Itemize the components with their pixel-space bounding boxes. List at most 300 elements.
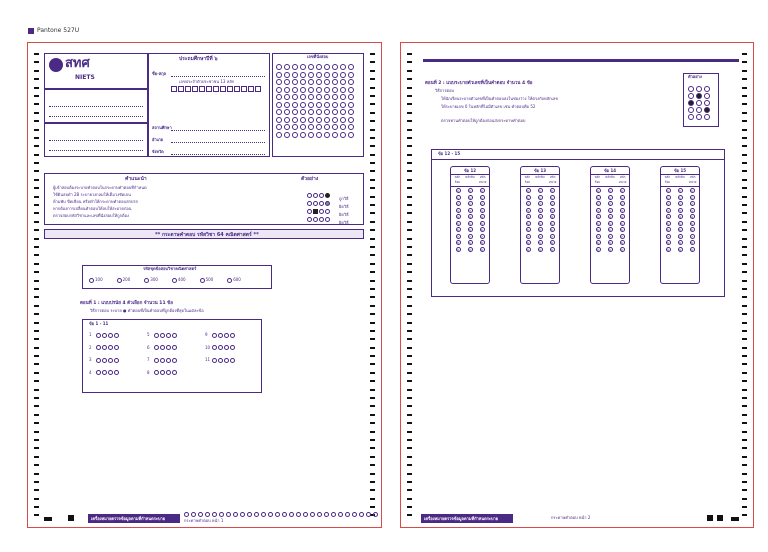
digit-bubble[interactable]: 1 — [667, 195, 669, 200]
digit-bubble[interactable]: 6 — [481, 228, 483, 232]
digit-bubble[interactable]: 3 — [539, 208, 541, 213]
seat-bubble[interactable] — [324, 64, 330, 70]
digit-bubble[interactable]: 0 — [457, 189, 459, 193]
digit-bubble[interactable]: 1 — [609, 195, 611, 200]
digit-bubble[interactable]: 4 — [679, 215, 681, 219]
question-row[interactable] — [147, 370, 205, 376]
seat-bubble[interactable] — [340, 102, 346, 108]
digit-bubble[interactable]: 1 — [621, 195, 623, 200]
digit-bubble[interactable]: 1 — [481, 195, 483, 200]
seat-bubble[interactable] — [276, 87, 282, 93]
footer-bubble[interactable] — [233, 512, 238, 517]
digit-bubble[interactable]: 9 — [551, 247, 553, 252]
footer-bubble[interactable] — [198, 512, 203, 517]
digit-bubble[interactable]: 3 — [527, 208, 529, 213]
digit-bubble[interactable]: 3 — [597, 208, 599, 213]
seat-bubble[interactable] — [300, 124, 306, 130]
seat-bubble[interactable] — [300, 109, 306, 115]
form-code-option[interactable] — [117, 277, 131, 283]
seat-bubble[interactable] — [308, 117, 314, 123]
digit-bubble[interactable]: 6 — [691, 228, 693, 232]
seat-bubble[interactable] — [292, 109, 298, 115]
seat-bubble[interactable] — [292, 132, 298, 138]
digit-column[interactable] — [468, 188, 473, 252]
seat-bubble[interactable] — [276, 72, 282, 78]
digit-bubble[interactable]: 4 — [481, 215, 483, 219]
choice-bubble[interactable] — [172, 345, 177, 350]
digit-bubble[interactable]: 5 — [609, 221, 611, 226]
choice-bubble[interactable] — [114, 370, 119, 375]
choice-bubble[interactable] — [212, 345, 217, 350]
form-code-option[interactable] — [89, 277, 103, 283]
digit-bubble[interactable]: 4 — [621, 215, 623, 219]
part1-questions[interactable] — [89, 332, 263, 375]
id-digit-box[interactable] — [220, 86, 226, 92]
digit-bubble[interactable]: 7 — [457, 234, 459, 239]
form-code-bubble[interactable] — [172, 278, 177, 283]
digit-bubble[interactable]: 7 — [551, 234, 553, 239]
seat-bubble[interactable] — [324, 87, 330, 93]
seat-bubble[interactable] — [284, 132, 290, 138]
digit-column[interactable] — [550, 188, 555, 252]
seat-bubble[interactable] — [316, 109, 322, 115]
numeric-column[interactable] — [520, 166, 560, 284]
choice-bubble[interactable] — [224, 333, 229, 338]
digit-bubble[interactable]: 7 — [539, 234, 541, 239]
digit-bubble[interactable]: 3 — [481, 208, 483, 213]
id-digit-box[interactable] — [199, 86, 205, 92]
seat-bubble[interactable] — [284, 94, 290, 100]
question-row[interactable] — [89, 357, 147, 363]
digit-bubble[interactable]: 4 — [539, 215, 541, 219]
form-code-bubble[interactable] — [200, 278, 205, 283]
seat-bubble[interactable] — [316, 124, 322, 130]
footer-bubble[interactable] — [331, 512, 336, 517]
digit-column[interactable] — [690, 188, 695, 252]
numeric-column[interactable] — [660, 166, 700, 284]
digit-bubble[interactable]: 9 — [621, 247, 623, 252]
seat-bubble[interactable] — [340, 79, 346, 85]
seat-bubble[interactable] — [332, 79, 338, 85]
choice-bubble[interactable] — [114, 333, 119, 338]
seat-bubble[interactable] — [300, 117, 306, 123]
form-code-bubble[interactable] — [227, 278, 232, 283]
choice-bubble[interactable] — [108, 345, 113, 350]
digit-bubble[interactable]: 8 — [539, 241, 541, 245]
digit-bubble[interactable]: 5 — [667, 221, 669, 226]
digit-bubble[interactable]: 7 — [621, 234, 623, 239]
footer-bubble[interactable] — [352, 512, 357, 517]
choice-bubble[interactable] — [96, 345, 101, 350]
digit-bubble[interactable]: 8 — [527, 241, 529, 245]
seat-bubble[interactable] — [332, 94, 338, 100]
seat-bubble[interactable] — [308, 109, 314, 115]
digit-bubble[interactable]: 0 — [597, 189, 599, 193]
digit-bubble[interactable]: 4 — [691, 215, 693, 219]
choice-bubble[interactable] — [154, 358, 159, 363]
seat-bubble[interactable] — [316, 72, 322, 78]
digit-columns[interactable] — [451, 187, 489, 253]
seat-bubble[interactable] — [276, 79, 282, 85]
form-code-option[interactable] — [227, 277, 241, 283]
seat-bubble[interactable] — [332, 132, 338, 138]
choice-bubble[interactable] — [102, 345, 107, 350]
choice-bubble[interactable] — [212, 333, 217, 338]
digit-bubble[interactable]: 8 — [469, 241, 471, 245]
name-line[interactable] — [171, 76, 265, 77]
seat-bubble[interactable] — [284, 87, 290, 93]
digit-columns[interactable] — [521, 187, 559, 253]
footer-bubble[interactable] — [261, 512, 266, 517]
digit-bubble[interactable]: 5 — [679, 221, 681, 226]
question-row[interactable] — [147, 357, 205, 363]
choice-bubble[interactable] — [160, 333, 165, 338]
footer-bubble[interactable] — [184, 512, 189, 517]
digit-bubble[interactable]: 4 — [527, 215, 529, 219]
digit-bubble[interactable]: 5 — [527, 221, 529, 226]
digit-column[interactable] — [596, 188, 601, 252]
form-code-options[interactable] — [89, 277, 241, 283]
digit-bubble[interactable]: 8 — [457, 241, 459, 245]
choice-bubble[interactable] — [114, 358, 119, 363]
digit-bubble[interactable]: 6 — [469, 228, 471, 232]
choice-bubble[interactable] — [96, 358, 101, 363]
digit-bubble[interactable]: 7 — [597, 234, 599, 239]
digit-bubble[interactable]: 2 — [481, 202, 483, 206]
footer-bubble[interactable] — [275, 512, 280, 517]
digit-bubble[interactable]: 9 — [527, 247, 529, 252]
choice-bubble[interactable] — [154, 345, 159, 350]
digit-bubble[interactable]: 9 — [609, 247, 611, 252]
seat-bubble[interactable] — [308, 87, 314, 93]
digit-bubble[interactable]: 1 — [597, 195, 599, 200]
seat-bubble[interactable] — [284, 64, 290, 70]
district-line[interactable] — [171, 142, 265, 143]
digit-bubble[interactable]: 0 — [679, 189, 681, 193]
footer-bubble[interactable] — [212, 512, 217, 517]
digit-bubble[interactable]: 3 — [679, 208, 681, 213]
digit-bubble[interactable]: 0 — [551, 189, 553, 193]
digit-bubble[interactable]: 6 — [527, 228, 529, 232]
footer-bubble[interactable] — [366, 512, 371, 517]
digit-bubble[interactable]: 5 — [539, 221, 541, 226]
seat-bubble[interactable] — [300, 79, 306, 85]
seat-bubble[interactable] — [276, 94, 282, 100]
digit-bubble[interactable]: 4 — [469, 215, 471, 219]
digit-bubble[interactable]: 7 — [481, 234, 483, 239]
footer-bubble[interactable] — [359, 512, 364, 517]
digit-bubble[interactable]: 2 — [597, 202, 599, 206]
seat-number-bubbles[interactable] — [276, 64, 355, 138]
choice-bubble[interactable] — [218, 333, 223, 338]
choice-bubble[interactable] — [166, 370, 171, 375]
seat-bubble[interactable] — [308, 102, 314, 108]
seat-bubble[interactable] — [284, 109, 290, 115]
choice-bubble[interactable] — [108, 333, 113, 338]
seat-bubble[interactable] — [348, 132, 354, 138]
digit-bubble[interactable]: 1 — [539, 195, 541, 200]
footer-bubble[interactable] — [240, 512, 245, 517]
seat-bubble[interactable] — [292, 87, 298, 93]
province-line[interactable] — [171, 154, 265, 155]
seat-bubble[interactable] — [300, 87, 306, 93]
seat-bubble[interactable] — [316, 87, 322, 93]
digit-bubble[interactable]: 4 — [551, 215, 553, 219]
digit-bubble[interactable]: 1 — [691, 195, 693, 200]
seat-bubble[interactable] — [276, 102, 282, 108]
choice-bubble[interactable] — [160, 370, 165, 375]
footer-bubble[interactable] — [324, 512, 329, 517]
footer-bubble[interactable] — [310, 512, 315, 517]
digit-bubble[interactable]: 3 — [609, 208, 611, 213]
seat-bubble[interactable] — [276, 117, 282, 123]
digit-bubble[interactable]: 2 — [551, 202, 553, 206]
digit-bubble[interactable]: 0 — [621, 189, 623, 193]
digit-bubble[interactable]: 9 — [691, 247, 693, 252]
digit-bubble[interactable]: 2 — [609, 202, 611, 206]
seat-bubble[interactable] — [324, 79, 330, 85]
digit-bubble[interactable]: 5 — [457, 221, 459, 226]
choice-bubble[interactable] — [172, 358, 177, 363]
digit-bubble[interactable]: 1 — [469, 195, 471, 200]
id-digit-box[interactable] — [248, 86, 254, 92]
id-digit-box[interactable] — [241, 86, 247, 92]
digit-column[interactable] — [538, 188, 543, 252]
footer-bubble[interactable] — [191, 512, 196, 517]
seat-bubble[interactable] — [300, 94, 306, 100]
form-code-option[interactable] — [172, 277, 186, 283]
seat-bubble[interactable] — [348, 79, 354, 85]
form-code-bubble[interactable] — [89, 278, 94, 283]
digit-bubble[interactable]: 8 — [597, 241, 599, 245]
seat-bubble[interactable] — [340, 124, 346, 130]
seat-bubble[interactable] — [316, 64, 322, 70]
seat-bubble[interactable] — [340, 94, 346, 100]
digit-bubble[interactable]: 2 — [691, 202, 693, 206]
seat-bubble[interactable] — [348, 124, 354, 130]
digit-bubble[interactable]: 4 — [457, 215, 459, 219]
footer-bubble[interactable] — [226, 512, 231, 517]
choice-bubble[interactable] — [212, 358, 217, 363]
digit-bubble[interactable]: 0 — [527, 189, 529, 193]
seat-bubble[interactable] — [348, 87, 354, 93]
id-digit-box[interactable] — [227, 86, 233, 92]
seat-bubble[interactable] — [308, 79, 314, 85]
digit-bubble[interactable]: 9 — [457, 247, 459, 252]
choice-bubble[interactable] — [166, 333, 171, 338]
digit-bubble[interactable]: 5 — [621, 221, 623, 226]
form-code-option[interactable] — [200, 277, 214, 283]
seat-bubble[interactable] — [292, 102, 298, 108]
choice-bubble[interactable] — [102, 333, 107, 338]
footer-bubble[interactable] — [289, 512, 294, 517]
digit-bubble[interactable]: 8 — [621, 241, 623, 245]
choice-bubble[interactable] — [224, 358, 229, 363]
seat-bubble[interactable] — [284, 79, 290, 85]
seat-bubble[interactable] — [332, 72, 338, 78]
digit-bubble[interactable]: 8 — [679, 241, 681, 245]
seat-bubble[interactable] — [292, 117, 298, 123]
id-digit-box[interactable] — [192, 86, 198, 92]
seat-bubble[interactable] — [348, 109, 354, 115]
seat-bubble[interactable] — [284, 102, 290, 108]
seat-bubble[interactable] — [348, 117, 354, 123]
digit-bubble[interactable]: 0 — [539, 189, 541, 193]
digit-bubble[interactable]: 4 — [667, 215, 669, 219]
seat-bubble[interactable] — [340, 87, 346, 93]
digit-bubble[interactable]: 8 — [667, 241, 669, 245]
choice-bubble[interactable] — [218, 358, 223, 363]
footer-bubble[interactable] — [345, 512, 350, 517]
id-digit-box[interactable] — [178, 86, 184, 92]
seat-bubble[interactable] — [292, 79, 298, 85]
choice-bubble[interactable] — [160, 345, 165, 350]
digit-bubble[interactable]: 2 — [621, 202, 623, 206]
digit-bubble[interactable]: 6 — [609, 228, 611, 232]
seat-bubble[interactable] — [340, 109, 346, 115]
digit-bubble[interactable]: 6 — [679, 228, 681, 232]
seat-bubble[interactable] — [324, 109, 330, 115]
digit-column[interactable] — [620, 188, 625, 252]
seat-bubble[interactable] — [308, 124, 314, 130]
seat-bubble[interactable] — [300, 72, 306, 78]
seat-bubble[interactable] — [332, 109, 338, 115]
question-row[interactable] — [205, 332, 263, 338]
digit-bubble[interactable]: 3 — [551, 208, 553, 213]
seat-bubble[interactable] — [332, 64, 338, 70]
digit-bubble[interactable]: 0 — [667, 189, 669, 193]
digit-bubble[interactable]: 2 — [667, 202, 669, 206]
id-digit-box[interactable] — [255, 86, 261, 92]
digit-bubble[interactable]: 7 — [667, 234, 669, 239]
footer-bubbles[interactable] — [184, 512, 379, 517]
question-row[interactable] — [89, 332, 147, 338]
digit-bubble[interactable]: 3 — [457, 208, 459, 213]
digit-columns[interactable] — [661, 187, 699, 253]
digit-bubble[interactable]: 5 — [597, 221, 599, 226]
question-row[interactable] — [147, 332, 205, 338]
seat-bubble[interactable] — [276, 132, 282, 138]
question-row[interactable] — [205, 357, 263, 363]
digit-column[interactable] — [526, 188, 531, 252]
seat-bubble[interactable] — [348, 72, 354, 78]
digit-bubble[interactable]: 0 — [609, 189, 611, 193]
id-card-boxes[interactable] — [171, 86, 261, 92]
footer-bubble[interactable] — [247, 512, 252, 517]
footer-bubble[interactable] — [282, 512, 287, 517]
digit-bubble[interactable]: 8 — [609, 241, 611, 245]
digit-bubble[interactable]: 0 — [691, 189, 693, 193]
seat-bubble[interactable] — [340, 132, 346, 138]
choice-bubble[interactable] — [154, 370, 159, 375]
id-digit-box[interactable] — [206, 86, 212, 92]
digit-bubble[interactable]: 6 — [551, 228, 553, 232]
numeric-column[interactable] — [450, 166, 490, 284]
footer-bubble[interactable] — [268, 512, 273, 517]
digit-columns[interactable] — [591, 187, 629, 253]
seat-bubble[interactable] — [340, 117, 346, 123]
school-line[interactable] — [171, 130, 265, 131]
seat-bubble[interactable] — [324, 124, 330, 130]
footer-bubble[interactable] — [205, 512, 210, 517]
seat-bubble[interactable] — [284, 124, 290, 130]
digit-bubble[interactable]: 2 — [469, 202, 471, 206]
seat-bubble[interactable] — [332, 124, 338, 130]
seat-bubble[interactable] — [276, 64, 282, 70]
seat-bubble[interactable] — [324, 102, 330, 108]
choice-bubble[interactable] — [102, 358, 107, 363]
id-digit-box[interactable] — [234, 86, 240, 92]
seat-bubble[interactable] — [324, 117, 330, 123]
digit-bubble[interactable]: 1 — [527, 195, 529, 200]
seat-bubble[interactable] — [316, 79, 322, 85]
digit-bubble[interactable]: 0 — [481, 189, 483, 193]
seat-bubble[interactable] — [300, 102, 306, 108]
digit-bubble[interactable]: 7 — [527, 234, 529, 239]
digit-bubble[interactable]: 2 — [679, 202, 681, 206]
choice-bubble[interactable] — [218, 345, 223, 350]
digit-bubble[interactable]: 5 — [481, 221, 483, 226]
digit-column[interactable] — [480, 188, 485, 252]
seat-bubble[interactable] — [300, 132, 306, 138]
id-digit-box[interactable] — [171, 86, 177, 92]
footer-bubble[interactable] — [373, 512, 378, 517]
seat-bubble[interactable] — [308, 72, 314, 78]
digit-bubble[interactable]: 9 — [481, 247, 483, 252]
numeric-column[interactable] — [590, 166, 630, 284]
seat-bubble[interactable] — [340, 72, 346, 78]
digit-bubble[interactable]: 8 — [481, 241, 483, 245]
seat-bubble[interactable] — [316, 102, 322, 108]
digit-bubble[interactable]: 2 — [539, 202, 541, 206]
digit-bubble[interactable]: 6 — [621, 228, 623, 232]
seat-bubble[interactable] — [276, 124, 282, 130]
digit-bubble[interactable]: 1 — [457, 195, 459, 200]
digit-bubble[interactable]: 2 — [527, 202, 529, 206]
seat-bubble[interactable] — [332, 117, 338, 123]
seat-bubble[interactable] — [284, 117, 290, 123]
question-row[interactable] — [147, 345, 205, 351]
digit-bubble[interactable]: 9 — [469, 247, 471, 252]
footer-bubble[interactable] — [254, 512, 259, 517]
seat-bubble[interactable] — [316, 117, 322, 123]
digit-bubble[interactable]: 9 — [667, 247, 669, 252]
seat-bubble[interactable] — [324, 132, 330, 138]
seat-bubble[interactable] — [292, 72, 298, 78]
choice-bubble[interactable] — [172, 333, 177, 338]
id-digit-box[interactable] — [185, 86, 191, 92]
seat-bubble[interactable] — [292, 64, 298, 70]
digit-bubble[interactable]: 5 — [551, 221, 553, 226]
seat-bubble[interactable] — [324, 72, 330, 78]
choice-bubble[interactable] — [114, 345, 119, 350]
digit-column[interactable] — [456, 188, 461, 252]
digit-bubble[interactable]: 3 — [621, 208, 623, 213]
choice-bubble[interactable] — [108, 370, 113, 375]
question-row[interactable] — [89, 370, 147, 376]
seat-bubble[interactable] — [340, 64, 346, 70]
choice-bubble[interactable] — [160, 358, 165, 363]
digit-bubble[interactable]: 7 — [609, 234, 611, 239]
seat-bubble[interactable] — [348, 102, 354, 108]
digit-bubble[interactable]: 8 — [691, 241, 693, 245]
footer-bubble[interactable] — [296, 512, 301, 517]
digit-column[interactable] — [608, 188, 613, 252]
digit-bubble[interactable]: 5 — [691, 221, 693, 226]
digit-bubble[interactable]: 6 — [539, 228, 541, 232]
choice-bubble[interactable] — [96, 333, 101, 338]
form-code-bubble[interactable] — [144, 278, 149, 283]
